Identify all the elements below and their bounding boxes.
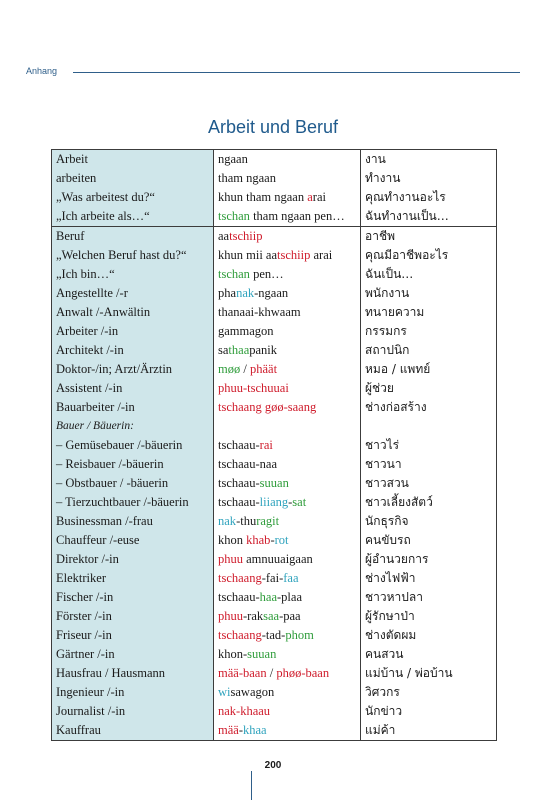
transliteration-segment: sawagon (230, 685, 275, 699)
german-term: „Ich arbeite als…“ (52, 207, 214, 227)
table-row (52, 284, 497, 303)
transliteration (214, 531, 361, 550)
transliteration-segment: rai (259, 438, 273, 452)
thai-script: พนักงาน (365, 286, 410, 300)
transliteration-segment: phäät (249, 362, 278, 376)
table-row (52, 474, 497, 493)
transliteration (214, 683, 361, 702)
table-row (52, 169, 497, 188)
transliteration-segment: ngaan (218, 152, 248, 166)
german-term: Beruf (52, 227, 214, 247)
german-term: arbeiten (52, 169, 214, 188)
header-rule (73, 72, 520, 73)
transliteration-segment: sa (218, 343, 229, 357)
transliteration (214, 436, 361, 455)
transliteration-segment: sat (292, 495, 307, 509)
transliteration (214, 607, 361, 626)
transliteration-segment: mää (218, 723, 239, 737)
thai-script: หมอ / แพทย์ (365, 362, 431, 376)
german-term: „Was arbeitest du?“ (52, 188, 214, 207)
transliteration-segment: khon (218, 533, 247, 547)
transliteration-segment: - (270, 533, 275, 547)
german-term: Elektriker (52, 569, 214, 588)
transliteration-segment: rot (274, 533, 289, 547)
thai-script: คนสวน (365, 647, 404, 661)
transliteration (214, 702, 361, 721)
thai-script: ช่างก่อสร้าง (365, 400, 427, 414)
transliteration (214, 626, 361, 645)
transliteration-segment: panik (249, 343, 278, 357)
transliteration-segment: wi (218, 685, 231, 699)
table-row (52, 436, 497, 455)
section-header: Anhang (26, 66, 58, 76)
transliteration-segment: phuu (218, 552, 243, 566)
table-row (52, 626, 497, 645)
german-term: Arbeit (52, 150, 214, 170)
transliteration-segment: / (240, 362, 250, 376)
german-term: Arbeiter /-in (52, 322, 214, 341)
transliteration-segment: tham ngaan (218, 171, 276, 185)
transliteration-segment: -ngaan (254, 286, 289, 300)
transliteration-segment: pen… (249, 267, 284, 281)
transliteration-segment: nak (218, 514, 237, 528)
transliteration-segment: phuu-tschuuai (218, 381, 289, 395)
thai-script: ช่างไฟฟ้า (365, 571, 416, 585)
transliteration (214, 227, 361, 247)
german-term: Ingenieur /-in (52, 683, 214, 702)
transliteration-segment: tschaau- (218, 495, 260, 509)
transliteration-segment: tham ngaan pen… (249, 209, 345, 223)
transliteration-segment: / (266, 666, 277, 680)
transliteration (214, 550, 361, 569)
transliteration-segment: phuu (218, 609, 243, 623)
transliteration-segment: gammagon (218, 324, 274, 338)
transliteration (214, 322, 361, 341)
table-row (52, 588, 497, 607)
thai-script: ชาวสวน (365, 476, 409, 490)
german-term: Assistent /-in (52, 379, 214, 398)
transliteration-segment: -rak (243, 609, 264, 623)
transliteration-segment: liiang (259, 495, 289, 509)
transliteration-segment: -fai- (261, 571, 284, 585)
transliteration-segment: tschaang (218, 628, 262, 642)
transliteration-segment: saa (263, 609, 280, 623)
transliteration (214, 455, 361, 474)
transliteration-segment: møø (218, 362, 241, 376)
table-row (52, 150, 497, 170)
table-row (52, 341, 497, 360)
table-row (52, 227, 497, 247)
transliteration-segment: khab (246, 533, 271, 547)
thai-script: ชาวหาปลา (365, 590, 423, 604)
transliteration-segment: khun mii aa (218, 248, 278, 262)
table-subheading-row (52, 417, 497, 436)
thai-script: คุณมีอาชีพอะไร (365, 248, 449, 262)
german-term: – Tierzuchtbauer /-bäuerin (52, 493, 214, 512)
transliteration (214, 417, 361, 436)
thai-script: วิศวกร (365, 685, 400, 699)
german-term: Kauffrau (52, 721, 214, 741)
thai-script: คุณทำงานอะไร (365, 190, 446, 204)
thai-script: ช่างตัดผม (365, 628, 417, 642)
table-row (52, 683, 497, 702)
transliteration (214, 188, 361, 207)
thai-script: ชาวไร่ (365, 438, 400, 452)
transliteration-segment: thanaai-khwaam (218, 305, 301, 319)
thai-script: ทนายความ (365, 305, 425, 319)
transliteration-segment: tschaang (218, 571, 262, 585)
german-term: Gärtner /-in (52, 645, 214, 664)
german-term: Journalist /-in (52, 702, 214, 721)
table-row (52, 550, 497, 569)
table-row (52, 322, 497, 341)
german-term: – Gemüsebauer /-bäuerin (52, 436, 214, 455)
table-row (52, 607, 497, 626)
transliteration-segment: -plaa (277, 590, 302, 604)
table-row (52, 360, 497, 379)
german-term: „Ich bin…“ (52, 265, 214, 284)
german-term: Bauer / Bäuerin: (52, 417, 214, 436)
transliteration-segment: amnuuaigaan (243, 552, 313, 566)
transliteration-segment: -thu (236, 514, 257, 528)
table-row (52, 531, 497, 550)
german-term: Bauarbeiter /-in (52, 398, 214, 417)
transliteration (214, 169, 361, 188)
german-term: Businessman /-frau (52, 512, 214, 531)
transliteration (214, 341, 361, 360)
table-row (52, 207, 497, 227)
transliteration-segment: ragit (256, 514, 280, 528)
transliteration-segment: tschan (218, 267, 250, 281)
transliteration (214, 474, 361, 493)
transliteration-segment: tschaau- (218, 476, 260, 490)
german-term: Anwalt /-Anwältin (52, 303, 214, 322)
table-row (52, 664, 497, 683)
transliteration-segment: aa (218, 229, 230, 243)
german-term: „Welchen Beruf hast du?“ (52, 246, 214, 265)
transliteration (214, 379, 361, 398)
transliteration (214, 246, 361, 265)
german-term: Chauffeur /-euse (52, 531, 214, 550)
transliteration-segment: - (238, 723, 243, 737)
table-row (52, 493, 497, 512)
page-number: 200 (264, 760, 282, 771)
transliteration (214, 398, 361, 417)
transliteration (214, 265, 361, 284)
table-row (52, 645, 497, 664)
thai-script: ผู้รักษาป่า (365, 609, 415, 623)
transliteration (214, 569, 361, 588)
transliteration-segment: thaa (228, 343, 250, 357)
transliteration (214, 588, 361, 607)
transliteration-segment: nak-khaau (218, 704, 271, 718)
table-row (52, 246, 497, 265)
thai-script: แม่บ้าน / พ่อบ้าน (365, 666, 453, 680)
transliteration-segment: suuan (259, 476, 289, 490)
german-term: – Obstbauer / -bäuerin (52, 474, 214, 493)
table-row (52, 512, 497, 531)
transliteration-segment: nak (236, 286, 255, 300)
german-term: Angestellte /-r (52, 284, 214, 303)
table-row (52, 379, 497, 398)
thai-script: คนขับรถ (365, 533, 411, 547)
table-row (52, 188, 497, 207)
german-term: Hausfrau / Hausmann (52, 664, 214, 683)
german-term: Direktor /-in (52, 550, 214, 569)
transliteration-segment: -paa (279, 609, 301, 623)
table-row (52, 455, 497, 474)
thai-script: อาชีพ (361, 227, 497, 247)
transliteration-segment: tschaang gøø-saang (218, 400, 317, 414)
thai-script: ฉันเป็น… (365, 267, 414, 281)
transliteration-segment: arai (310, 248, 333, 262)
german-term: Friseur /-in (52, 626, 214, 645)
thai-script: ฉันทำงานเป็น… (365, 209, 449, 223)
transliteration-segment: tschiip (277, 248, 311, 262)
transliteration-segment: khon- (218, 647, 248, 661)
thai-script: ทำงาน (365, 171, 401, 185)
transliteration (214, 207, 361, 227)
transliteration (214, 284, 361, 303)
table-row (52, 265, 497, 284)
thai-script: ผู้อำนวยการ (365, 552, 429, 566)
german-term: Architekt /-in (52, 341, 214, 360)
transliteration (214, 512, 361, 531)
transliteration-segment: tschaau- (218, 590, 260, 604)
thai-script: งาน (365, 152, 386, 166)
transliteration (214, 360, 361, 379)
transliteration (214, 303, 361, 322)
transliteration-segment: tschaau- (218, 438, 260, 452)
transliteration (214, 721, 361, 741)
table-row (52, 721, 497, 741)
german-term: – Reisbauer /-bäuerin (52, 455, 214, 474)
thai-script: นักข่าว (365, 704, 403, 718)
thai-script (361, 417, 497, 436)
thai-script: สถาปนิก (365, 343, 410, 357)
transliteration-segment: mää-baan (218, 666, 267, 680)
page-title: Arbeit und Beruf (207, 117, 339, 137)
transliteration-segment: phom (285, 628, 314, 642)
transliteration-segment: a (307, 190, 313, 204)
transliteration-segment: faa (283, 571, 299, 585)
transliteration (214, 150, 361, 170)
table-row (52, 398, 497, 417)
vocabulary-table (51, 149, 497, 741)
transliteration-segment: tschan (218, 209, 250, 223)
transliteration-segment: khun tham ngaan (218, 190, 308, 204)
german-term: Fischer /-in (52, 588, 214, 607)
table-row (52, 702, 497, 721)
german-term: Doktor-/in; Arzt/Ärztin (52, 360, 214, 379)
transliteration-segment: pha (218, 286, 237, 300)
page-number-rule (251, 771, 252, 800)
transliteration-segment: tschiip (229, 229, 263, 243)
thai-script: กรรมกร (365, 324, 407, 338)
transliteration-segment: phøø-baan (276, 666, 330, 680)
transliteration-segment: rai (312, 190, 326, 204)
transliteration (214, 664, 361, 683)
transliteration (214, 493, 361, 512)
transliteration-segment: tschaau-naa (218, 457, 277, 471)
thai-script: ชาวเลี้ยงสัตว์ (365, 495, 433, 509)
transliteration-segment: -tad- (261, 628, 286, 642)
thai-script: ชาวนา (365, 457, 402, 471)
transliteration (214, 645, 361, 664)
transliteration-segment: khaa (243, 723, 267, 737)
thai-script: แม่ค้า (365, 723, 396, 737)
thai-script: นักธุรกิจ (365, 514, 409, 528)
german-term: Förster /-in (52, 607, 214, 626)
table-row (52, 569, 497, 588)
table-row (52, 303, 497, 322)
transliteration-segment: - (288, 495, 293, 509)
thai-script: ผู้ช่วย (365, 381, 394, 395)
transliteration-segment: suuan (247, 647, 277, 661)
transliteration-segment: haa (259, 590, 278, 604)
